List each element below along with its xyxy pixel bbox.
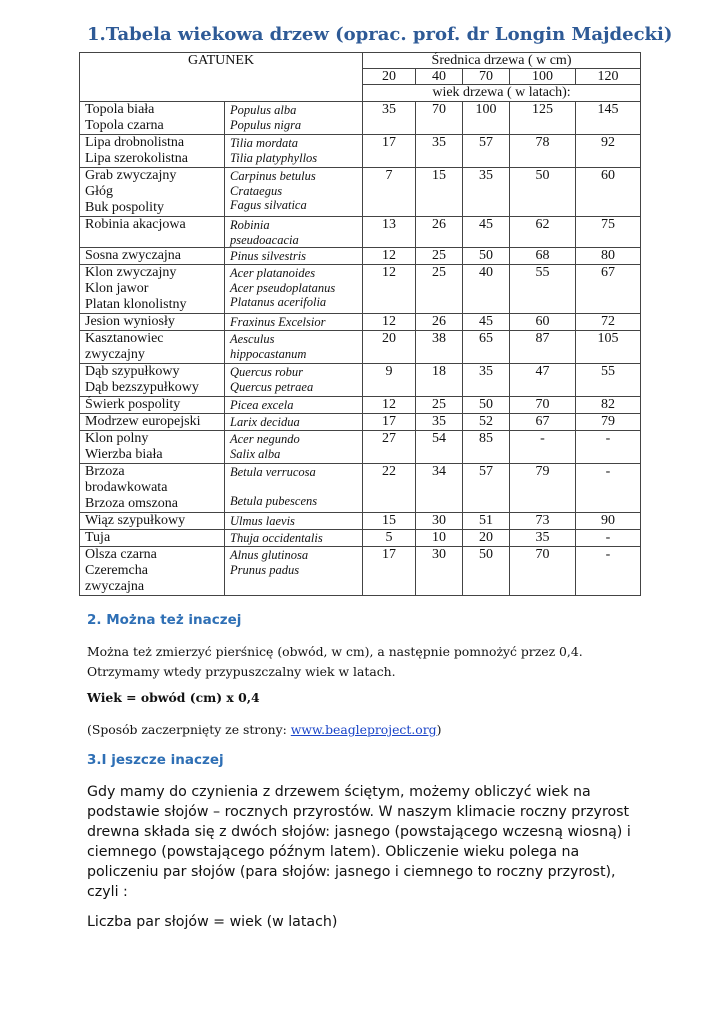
species-polish-name: Jesion wyniosły — [85, 314, 175, 329]
species-latin-cell — [225, 314, 363, 331]
species-polish-cell — [80, 265, 225, 314]
age-value: 12 — [363, 314, 416, 331]
age-value: 9 — [363, 364, 416, 397]
species-latin-name: Betula pubescens — [230, 493, 318, 508]
species-polish-name: Lipa drobnolistna — [85, 135, 185, 150]
age-value: 47 — [510, 364, 576, 397]
species-latin-cell — [225, 364, 363, 397]
species-latin-name: Tilia platyphyllos — [230, 150, 318, 165]
age-value: 34 — [416, 464, 463, 513]
age-value: - — [576, 431, 641, 464]
species-latin-name: Ulmus laevis — [230, 514, 295, 528]
age-value: 17 — [363, 135, 416, 168]
age-value: 50 — [510, 168, 576, 217]
species-polish-name: Olsza czarna — [85, 547, 157, 562]
species-latin-name: Quercus petraea — [230, 379, 314, 394]
age-value: 67 — [510, 414, 576, 431]
age-value: 68 — [510, 248, 576, 265]
species-latin-name: Acer pseudoplatanus — [230, 280, 336, 295]
ring-formula: Liczba par słojów = wiek (w latach) — [87, 914, 338, 930]
paragraph-line: Gdy mamy do czynienia z drzewem ściętym, możemy obliczyć wiek na — [87, 784, 591, 800]
species-latin-name: Salix alba — [230, 446, 281, 461]
age-value: 15 — [363, 513, 416, 530]
species-latin-name: Fraxinus Excelsior — [230, 315, 326, 329]
species-latin-cell — [225, 414, 363, 431]
table-heading: 1.Tabela wiekowa drzew (oprac. prof. dr Longin Majdecki) — [87, 24, 673, 45]
age-value: 18 — [416, 364, 463, 397]
age-value: 78 — [510, 135, 576, 168]
age-value: 17 — [363, 414, 416, 431]
age-value: 54 — [416, 431, 463, 464]
age-value: 70 — [416, 102, 463, 135]
age-value: 73 — [510, 513, 576, 530]
species-latin-name: Thuja occidentalis — [230, 531, 323, 545]
age-value: 35 — [463, 364, 510, 397]
age-value: 51 — [463, 513, 510, 530]
age-value: 35 — [416, 414, 463, 431]
age-value: 7 — [363, 168, 416, 217]
section-2-paragraph — [87, 642, 647, 682]
age-value: 65 — [463, 331, 510, 364]
age-value: 79 — [576, 414, 641, 431]
table-row — [80, 547, 641, 596]
species-polish-name: Topola czarna — [85, 118, 164, 133]
age-header: wiek drzewa ( w latach): — [363, 85, 641, 102]
source-suffix: ) — [436, 722, 442, 737]
species-polish-name: Klon zwyczajny — [85, 265, 177, 280]
species-latin-cell — [225, 397, 363, 414]
paragraph-line: czyli : — [87, 884, 128, 900]
species-polish-name: Wierzba biała — [85, 447, 163, 462]
diameter-value: 120 — [576, 69, 641, 85]
table-row — [80, 265, 641, 314]
species-latin-name: Robinia — [230, 218, 270, 232]
species-latin-name: Larix decidua — [230, 415, 300, 429]
age-value: 90 — [576, 513, 641, 530]
age-value: 35 — [416, 135, 463, 168]
age-value: 30 — [416, 547, 463, 596]
age-value: 79 — [510, 464, 576, 513]
species-polish-cell — [80, 397, 225, 414]
species-latin-cell — [225, 530, 363, 547]
table-row — [80, 397, 641, 414]
age-value: 50 — [463, 397, 510, 414]
age-value: - — [576, 530, 641, 547]
species-polish-cell — [80, 414, 225, 431]
age-value: 100 — [463, 102, 510, 135]
paragraph-line: Otrzymamy wtedy przypuszczalny wiek w latach. — [87, 664, 396, 679]
paragraph-line: ciemnego (powstającego późnym latem). Obliczenie wieku polega na — [87, 844, 580, 860]
species-polish-name: Grab zwyczajny — [85, 168, 177, 183]
species-latin-cell — [225, 135, 363, 168]
species-polish-cell — [80, 217, 225, 248]
species-latin-name: Aesculus — [230, 332, 275, 346]
species-latin-cell — [225, 431, 363, 464]
age-value: - — [576, 464, 641, 513]
species-polish-name: Tuja — [85, 530, 111, 545]
table-row — [80, 314, 641, 331]
age-value: 75 — [576, 217, 641, 248]
species-polish-cell — [80, 331, 225, 364]
source-note — [87, 720, 647, 740]
species-polish-name: Buk pospolity — [85, 200, 164, 215]
species-polish-cell — [80, 530, 225, 547]
species-polish-name: Kasztanowiec — [85, 331, 164, 346]
species-latin-cell — [225, 265, 363, 314]
age-value: 12 — [363, 248, 416, 265]
age-value: 10 — [416, 530, 463, 547]
age-value: 50 — [463, 248, 510, 265]
species-polish-cell — [80, 464, 225, 513]
table-row — [80, 431, 641, 464]
species-latin-name: Populus nigra — [230, 117, 302, 132]
age-value: 22 — [363, 464, 416, 513]
species-polish-name: Brzoza — [85, 464, 125, 479]
species-polish-name: Robinia akacjowa — [85, 217, 186, 232]
species-latin-cell — [225, 547, 363, 596]
species-latin-name: Carpinus betulus — [230, 169, 316, 183]
age-value: 72 — [576, 314, 641, 331]
table-row — [80, 217, 641, 248]
table-row — [80, 248, 641, 265]
age-value: 85 — [463, 431, 510, 464]
species-latin-name: Fagus silvatica — [230, 198, 307, 212]
age-value: 55 — [576, 364, 641, 397]
species-polish-cell — [80, 102, 225, 135]
species-polish-name: Klon polny — [85, 431, 149, 446]
tree-age-table — [79, 52, 641, 596]
age-value: 52 — [463, 414, 510, 431]
species-latin-name: hippocastanum — [230, 346, 307, 361]
species-latin-name: Pinus silvestris — [230, 249, 307, 263]
table-row — [80, 464, 641, 513]
table-row — [80, 414, 641, 431]
species-polish-name: Klon jawor — [85, 281, 149, 296]
species-latin-name: Picea excela — [230, 398, 294, 412]
species-polish-name: Głóg — [85, 184, 113, 199]
section-3-heading: 3.I jeszcze inaczej — [87, 752, 224, 768]
age-value: 80 — [576, 248, 641, 265]
age-value: 20 — [363, 331, 416, 364]
species-latin-name: Quercus robur — [230, 365, 304, 379]
age-value: 145 — [576, 102, 641, 135]
species-latin-name: pseudoacacia — [230, 232, 299, 247]
table-row — [80, 102, 641, 135]
species-latin-cell — [225, 331, 363, 364]
paragraph-line: policzeniu par słojów (para słojów: jasnego i ciemnego to roczny przyrost), — [87, 864, 616, 880]
source-prefix: (Sposób zaczerpnięty ze strony: — [87, 722, 291, 737]
source-link[interactable]: www.beagleproject.org — [290, 722, 437, 737]
age-value: 35 — [363, 102, 416, 135]
age-value: 60 — [510, 314, 576, 331]
table-row — [80, 331, 641, 364]
species-polish-name: zwyczajny — [85, 347, 145, 362]
species-header: GATUNEK — [80, 53, 363, 102]
age-value: 57 — [463, 464, 510, 513]
diameter-value: 70 — [463, 69, 510, 85]
table-row — [80, 513, 641, 530]
species-polish-cell — [80, 547, 225, 596]
paragraph-line: Można też zmierzyć pierśnicę (obwód, w cm), a następnie pomnożyć przez 0,4. — [87, 644, 583, 659]
species-latin-name: Acer negundo — [230, 432, 300, 446]
age-value: 82 — [576, 397, 641, 414]
paragraph-line: drewna składa się z dwóch słojów: jasnego (powstającego wczesną wiosną) i — [87, 824, 631, 840]
age-value: 45 — [463, 314, 510, 331]
species-polish-name: zwyczajna — [85, 579, 145, 594]
table-row — [80, 530, 641, 547]
age-value: 20 — [463, 530, 510, 547]
table-row — [80, 135, 641, 168]
age-value: 35 — [463, 168, 510, 217]
species-polish-name: Modrzew europejski — [85, 414, 201, 429]
age-value: 40 — [463, 265, 510, 314]
age-value: 12 — [363, 265, 416, 314]
age-value: 25 — [416, 265, 463, 314]
table-row — [80, 168, 641, 217]
age-value: 15 — [416, 168, 463, 217]
age-value: 12 — [363, 397, 416, 414]
species-polish-cell — [80, 513, 225, 530]
species-latin-name: Acer platanoides — [230, 266, 316, 280]
species-latin-name: Betula verrucosa — [230, 465, 316, 479]
species-polish-name: Dąb szypułkowy — [85, 364, 180, 379]
age-value: 5 — [363, 530, 416, 547]
paragraph-line: podstawie słojów – rocznych przyrostów. W naszym klimacie roczny przyrost — [87, 804, 630, 820]
age-value: 30 — [416, 513, 463, 530]
species-latin-cell — [225, 513, 363, 530]
section-2-heading: 2. Można też inaczej — [87, 612, 242, 628]
age-value: 35 — [510, 530, 576, 547]
table-row — [80, 364, 641, 397]
age-value: 38 — [416, 331, 463, 364]
age-value: 26 — [416, 217, 463, 248]
species-latin-cell — [225, 464, 363, 513]
species-latin-name: Platanus acerifolia — [230, 295, 327, 309]
age-value: 92 — [576, 135, 641, 168]
species-latin-name: Crataegus — [230, 183, 283, 198]
species-latin-cell — [225, 102, 363, 135]
age-value: 27 — [363, 431, 416, 464]
species-latin-name: Alnus glutinosa — [230, 548, 309, 562]
species-polish-cell — [80, 248, 225, 265]
species-polish-name: Czeremcha — [85, 563, 148, 578]
species-polish-name: brodawkowata — [85, 480, 168, 495]
age-value: - — [510, 431, 576, 464]
species-polish-name: Platan klonolistny — [85, 297, 187, 312]
age-value: 25 — [416, 397, 463, 414]
species-latin-name — [230, 480, 360, 494]
species-latin-name: Tilia mordata — [230, 136, 298, 150]
age-value: 45 — [463, 217, 510, 248]
species-polish-cell — [80, 431, 225, 464]
species-polish-cell — [80, 168, 225, 217]
age-value: 25 — [416, 248, 463, 265]
age-value: 55 — [510, 265, 576, 314]
age-value: 17 — [363, 547, 416, 596]
species-polish-name: Świerk pospolity — [85, 397, 181, 412]
age-value: 57 — [463, 135, 510, 168]
species-polish-name: Dąb bezszypułkowy — [85, 380, 199, 395]
species-latin-name: Populus alba — [230, 103, 297, 117]
species-polish-name: Brzoza omszona — [85, 496, 178, 511]
age-value: 62 — [510, 217, 576, 248]
species-latin-cell — [225, 168, 363, 217]
species-latin-name: Prunus padus — [230, 562, 300, 577]
section-3-paragraph — [87, 782, 647, 902]
species-polish-cell — [80, 135, 225, 168]
diameter-value: 100 — [510, 69, 576, 85]
age-value: - — [576, 547, 641, 596]
diameter-value: 40 — [416, 69, 463, 85]
species-polish-cell — [80, 314, 225, 331]
species-latin-cell — [225, 248, 363, 265]
age-value: 105 — [576, 331, 641, 364]
species-polish-name: Lipa szerokolistna — [85, 151, 189, 166]
species-polish-name: Wiąz szypułkowy — [85, 513, 186, 528]
age-value: 67 — [576, 265, 641, 314]
species-latin-cell — [225, 217, 363, 248]
age-value: 87 — [510, 331, 576, 364]
age-value: 60 — [576, 168, 641, 217]
species-polish-name: Topola biała — [85, 102, 155, 117]
age-value: 26 — [416, 314, 463, 331]
age-value: 70 — [510, 397, 576, 414]
diameter-value: 20 — [363, 69, 416, 85]
age-formula: Wiek = obwód (cm) x 0,4 — [87, 690, 260, 705]
diameter-header: Średnica drzewa ( w cm) — [363, 53, 641, 69]
age-value: 50 — [463, 547, 510, 596]
age-value: 125 — [510, 102, 576, 135]
species-polish-name: Sosna zwyczajna — [85, 248, 182, 263]
age-value: 13 — [363, 217, 416, 248]
age-value: 70 — [510, 547, 576, 596]
species-polish-cell — [80, 364, 225, 397]
